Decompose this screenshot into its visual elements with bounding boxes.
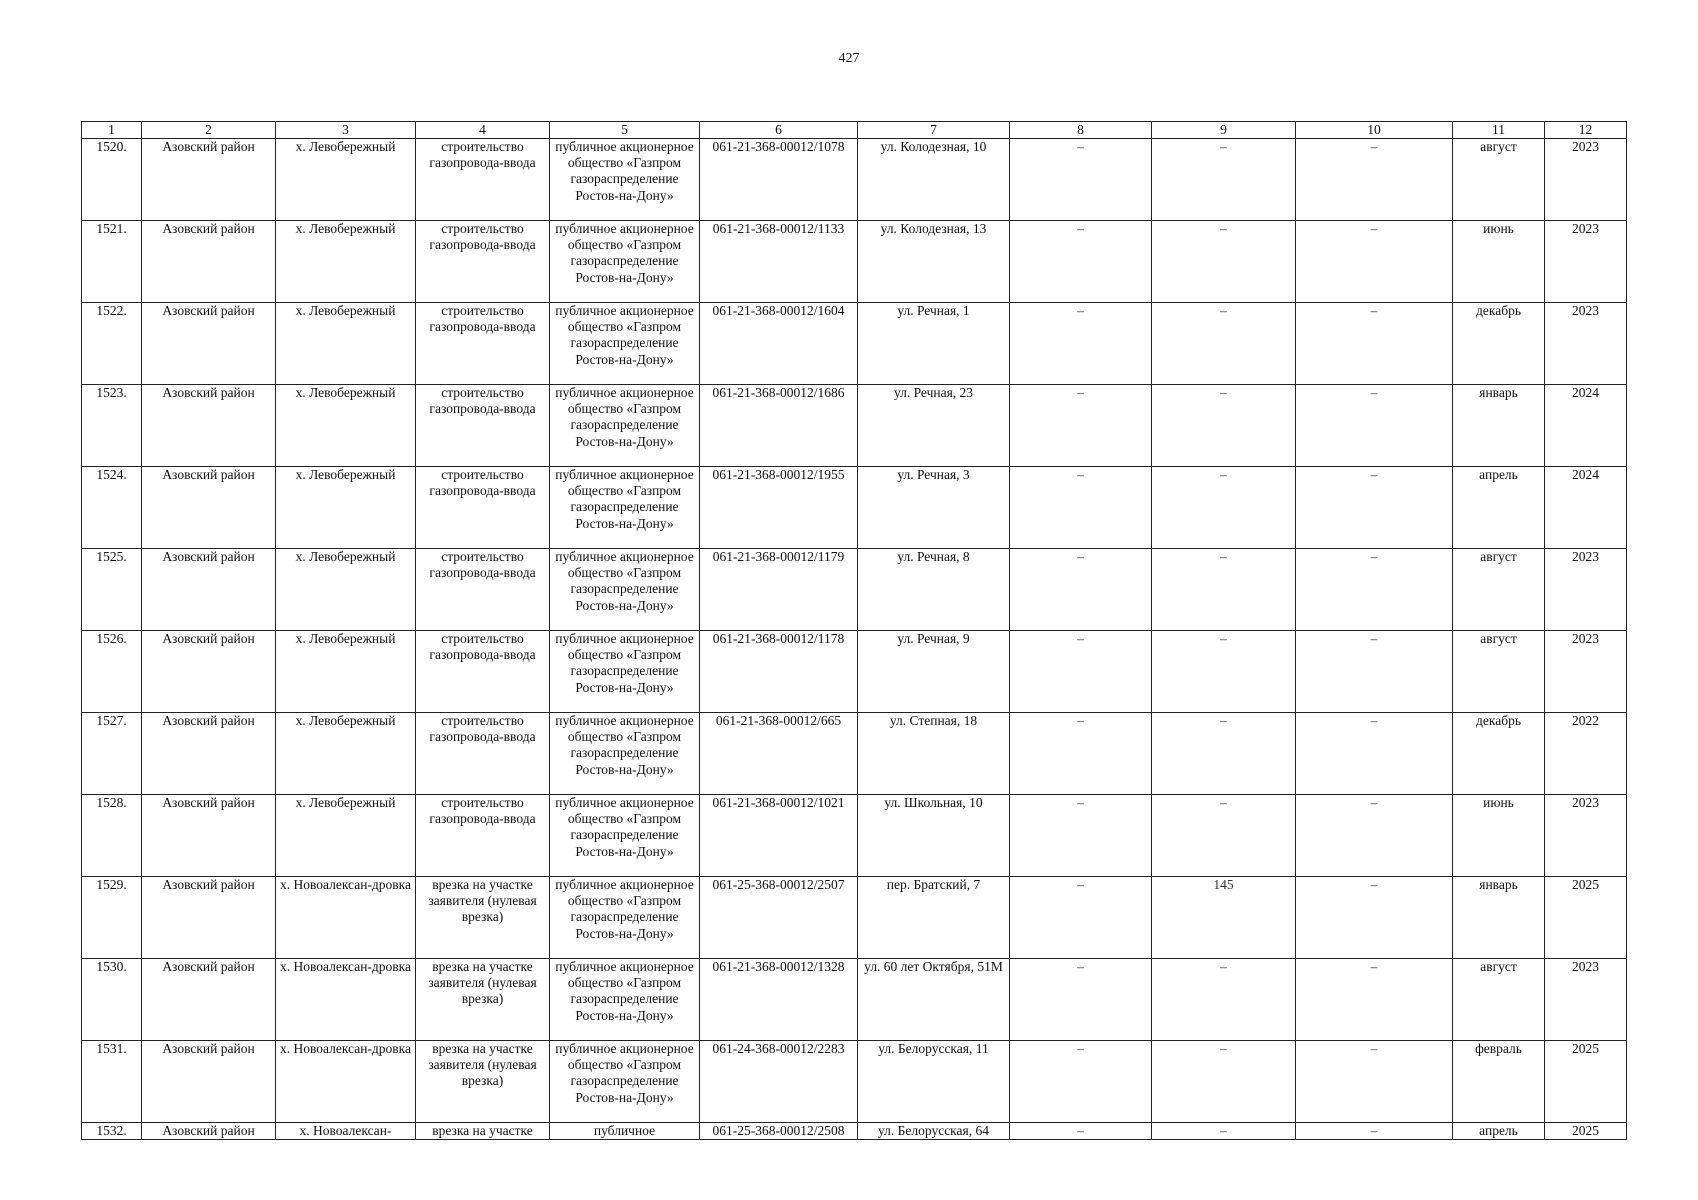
organization-cell: публичное акционерное общество «Газпром газораспределение Ростов-на-Дону»: [550, 221, 700, 303]
column-10-cell: –: [1296, 303, 1453, 385]
column-8-cell: –: [1010, 303, 1152, 385]
column-8-cell: –: [1010, 221, 1152, 303]
row-number: 1520.: [82, 139, 142, 221]
district-cell: Азовский район: [142, 631, 276, 713]
month-cell: август: [1453, 549, 1545, 631]
column-8-cell: –: [1010, 1123, 1152, 1140]
month-cell: декабрь: [1453, 303, 1545, 385]
settlement-cell: х. Левобережный: [276, 221, 416, 303]
row-number: 1528.: [82, 795, 142, 877]
column-header: 10: [1296, 122, 1453, 139]
organization-cell: публичное акционерное общество «Газпром газораспределение Ростов-на-Дону»: [550, 795, 700, 877]
column-8-cell: –: [1010, 713, 1152, 795]
column-header: 3: [276, 122, 416, 139]
column-8-cell: –: [1010, 1041, 1152, 1123]
address-cell: ул. Белорусская, 11: [858, 1041, 1010, 1123]
object-code-cell: 061-21-368-00012/1604: [700, 303, 858, 385]
object-code-cell: 061-25-368-00012/2507: [700, 877, 858, 959]
row-number: 1521.: [82, 221, 142, 303]
column-10-cell: –: [1296, 385, 1453, 467]
column-8-cell: –: [1010, 139, 1152, 221]
address-cell: ул. Колодезная, 10: [858, 139, 1010, 221]
month-cell: декабрь: [1453, 713, 1545, 795]
table-row: [82, 303, 1627, 385]
column-10-cell: –: [1296, 713, 1453, 795]
column-9-cell: –: [1152, 1041, 1296, 1123]
column-8-cell: –: [1010, 959, 1152, 1041]
year-cell: 2023: [1545, 221, 1627, 303]
organization-cell: публичное акционерное общество «Газпром газораспределение Ростов-на-Дону»: [550, 713, 700, 795]
column-9-cell: –: [1152, 959, 1296, 1041]
column-8-cell: –: [1010, 549, 1152, 631]
object-code-cell: 061-24-368-00012/2283: [700, 1041, 858, 1123]
page-number: 427: [838, 51, 860, 66]
column-10-cell: –: [1296, 795, 1453, 877]
row-number: 1527.: [82, 713, 142, 795]
column-header: 6: [700, 122, 858, 139]
work-type-cell: строительство газопровода-ввода: [416, 303, 550, 385]
object-code-cell: 061-21-368-00012/1955: [700, 467, 858, 549]
settlement-cell: х. Левобережный: [276, 549, 416, 631]
table-row: [82, 385, 1627, 467]
object-code-cell: 061-21-368-00012/1328: [700, 959, 858, 1041]
address-cell: ул. Речная, 1: [858, 303, 1010, 385]
settlement-cell: х. Новоалексан-дровка: [276, 877, 416, 959]
table-row: [82, 1041, 1627, 1123]
organization-cell: публичное акционерное общество «Газпром газораспределение Ростов-на-Дону»: [550, 549, 700, 631]
column-8-cell: –: [1010, 877, 1152, 959]
month-cell: июнь: [1453, 795, 1545, 877]
row-number: 1530.: [82, 959, 142, 1041]
district-cell: Азовский район: [142, 1123, 276, 1140]
district-cell: Азовский район: [142, 713, 276, 795]
row-number: 1531.: [82, 1041, 142, 1123]
organization-cell: публичное акционерное общество «Газпром газораспределение Ростов-на-Дону»: [550, 139, 700, 221]
column-10-cell: –: [1296, 631, 1453, 713]
column-8-cell: –: [1010, 467, 1152, 549]
month-cell: февраль: [1453, 1041, 1545, 1123]
column-9-cell: –: [1152, 139, 1296, 221]
table-row: [82, 795, 1627, 877]
row-number: 1525.: [82, 549, 142, 631]
district-cell: Азовский район: [142, 549, 276, 631]
column-8-cell: –: [1010, 795, 1152, 877]
object-code-cell: 061-21-368-00012/1686: [700, 385, 858, 467]
work-type-cell: врезка на участке заявителя (нулевая врезка): [416, 877, 550, 959]
row-number: 1523.: [82, 385, 142, 467]
address-cell: ул. Речная, 3: [858, 467, 1010, 549]
column-10-cell: –: [1296, 877, 1453, 959]
column-header: 4: [416, 122, 550, 139]
settlement-cell: х. Левобережный: [276, 467, 416, 549]
table-row: [82, 713, 1627, 795]
row-number: 1524.: [82, 467, 142, 549]
column-10-cell: –: [1296, 549, 1453, 631]
work-type-cell: врезка на участке: [416, 1123, 550, 1140]
table-row: [82, 631, 1627, 713]
table-row: [82, 959, 1627, 1041]
organization-cell: публичное акционерное общество «Газпром газораспределение Ростов-на-Дону»: [550, 467, 700, 549]
address-cell: пер. Братский, 7: [858, 877, 1010, 959]
settlement-cell: х. Новоалексан-дровка: [276, 1041, 416, 1123]
year-cell: 2023: [1545, 795, 1627, 877]
work-type-cell: строительство газопровода-ввода: [416, 385, 550, 467]
address-cell: ул. Речная, 8: [858, 549, 1010, 631]
year-cell: 2024: [1545, 385, 1627, 467]
column-header: 7: [858, 122, 1010, 139]
column-9-cell: –: [1152, 303, 1296, 385]
column-header: 8: [1010, 122, 1152, 139]
column-header: 1: [82, 122, 142, 139]
work-type-cell: врезка на участке заявителя (нулевая врезка): [416, 1041, 550, 1123]
object-code-cell: 061-25-368-00012/2508: [700, 1123, 858, 1140]
work-type-cell: строительство газопровода-ввода: [416, 549, 550, 631]
month-cell: июнь: [1453, 221, 1545, 303]
object-code-cell: 061-21-368-00012/665: [700, 713, 858, 795]
work-type-cell: строительство газопровода-ввода: [416, 795, 550, 877]
month-cell: август: [1453, 959, 1545, 1041]
district-cell: Азовский район: [142, 467, 276, 549]
column-header: 5: [550, 122, 700, 139]
register-body: [82, 139, 1627, 1140]
column-10-cell: –: [1296, 139, 1453, 221]
object-code-cell: 061-21-368-00012/1078: [700, 139, 858, 221]
table-row: [82, 549, 1627, 631]
column-9-cell: –: [1152, 631, 1296, 713]
column-9-cell: –: [1152, 713, 1296, 795]
address-cell: ул. Школьная, 10: [858, 795, 1010, 877]
object-code-cell: 061-21-368-00012/1133: [700, 221, 858, 303]
column-header: 2: [142, 122, 276, 139]
year-cell: 2025: [1545, 1123, 1627, 1140]
work-type-cell: строительство газопровода-ввода: [416, 467, 550, 549]
column-header: 12: [1545, 122, 1627, 139]
district-cell: Азовский район: [142, 795, 276, 877]
district-cell: Азовский район: [142, 877, 276, 959]
organization-cell: публичное акционерное общество «Газпром газораспределение Ростов-на-Дону»: [550, 1041, 700, 1123]
table-row: [82, 221, 1627, 303]
year-cell: 2023: [1545, 549, 1627, 631]
table-row: [82, 1123, 1627, 1140]
settlement-cell: х. Левобережный: [276, 631, 416, 713]
column-9-cell: –: [1152, 1123, 1296, 1140]
object-code-cell: 061-21-368-00012/1178: [700, 631, 858, 713]
month-cell: август: [1453, 139, 1545, 221]
organization-cell: публичное акционерное общество «Газпром газораспределение Ростов-на-Дону»: [550, 877, 700, 959]
column-9-cell: –: [1152, 795, 1296, 877]
row-number: 1529.: [82, 877, 142, 959]
year-cell: 2025: [1545, 1041, 1627, 1123]
row-number: 1522.: [82, 303, 142, 385]
register-table: [81, 121, 1627, 1140]
settlement-cell: х. Левобережный: [276, 385, 416, 467]
month-cell: август: [1453, 631, 1545, 713]
district-cell: Азовский район: [142, 221, 276, 303]
settlement-cell: х. Новоалексан-дровка: [276, 959, 416, 1041]
work-type-cell: строительство газопровода-ввода: [416, 139, 550, 221]
column-10-cell: –: [1296, 1041, 1453, 1123]
table-row: [82, 877, 1627, 959]
settlement-cell: х. Левобережный: [276, 795, 416, 877]
column-number-row: [82, 122, 1627, 139]
year-cell: 2024: [1545, 467, 1627, 549]
year-cell: 2023: [1545, 303, 1627, 385]
settlement-cell: х. Левобережный: [276, 713, 416, 795]
year-cell: 2022: [1545, 713, 1627, 795]
row-number: 1526.: [82, 631, 142, 713]
column-10-cell: –: [1296, 959, 1453, 1041]
work-type-cell: строительство газопровода-ввода: [416, 631, 550, 713]
column-10-cell: –: [1296, 1123, 1453, 1140]
district-cell: Азовский район: [142, 303, 276, 385]
column-10-cell: –: [1296, 467, 1453, 549]
table-row: [82, 139, 1627, 221]
month-cell: январь: [1453, 877, 1545, 959]
year-cell: 2023: [1545, 959, 1627, 1041]
month-cell: апрель: [1453, 467, 1545, 549]
column-9-cell: –: [1152, 467, 1296, 549]
work-type-cell: строительство газопровода-ввода: [416, 713, 550, 795]
object-code-cell: 061-21-368-00012/1179: [700, 549, 858, 631]
work-type-cell: врезка на участке заявителя (нулевая врезка): [416, 959, 550, 1041]
work-type-cell: строительство газопровода-ввода: [416, 221, 550, 303]
address-cell: ул. Речная, 23: [858, 385, 1010, 467]
year-cell: 2023: [1545, 631, 1627, 713]
district-cell: Азовский район: [142, 959, 276, 1041]
column-8-cell: –: [1010, 385, 1152, 467]
district-cell: Азовский район: [142, 385, 276, 467]
district-cell: Азовский район: [142, 139, 276, 221]
month-cell: апрель: [1453, 1123, 1545, 1140]
organization-cell: публичное акционерное общество «Газпром газораспределение Ростов-на-Дону»: [550, 631, 700, 713]
row-number: 1532.: [82, 1123, 142, 1140]
address-cell: ул. Белорусская, 64: [858, 1123, 1010, 1140]
column-9-cell: 145: [1152, 877, 1296, 959]
year-cell: 2023: [1545, 139, 1627, 221]
column-9-cell: –: [1152, 385, 1296, 467]
column-8-cell: –: [1010, 631, 1152, 713]
column-9-cell: –: [1152, 549, 1296, 631]
settlement-cell: х. Левобережный: [276, 303, 416, 385]
district-cell: Азовский район: [142, 1041, 276, 1123]
column-header: 9: [1152, 122, 1296, 139]
organization-cell: публичное акционерное общество «Газпром газораспределение Ростов-на-Дону»: [550, 385, 700, 467]
address-cell: ул. Степная, 18: [858, 713, 1010, 795]
settlement-cell: х. Левобережный: [276, 139, 416, 221]
month-cell: январь: [1453, 385, 1545, 467]
column-header: 11: [1453, 122, 1545, 139]
organization-cell: публичное акционерное общество «Газпром газораспределение Ростов-на-Дону»: [550, 959, 700, 1041]
object-code-cell: 061-21-368-00012/1021: [700, 795, 858, 877]
column-10-cell: –: [1296, 221, 1453, 303]
table-row: [82, 467, 1627, 549]
organization-cell: публичное акционерное общество «Газпром газораспределение Ростов-на-Дону»: [550, 303, 700, 385]
column-9-cell: –: [1152, 221, 1296, 303]
address-cell: ул. Колодезная, 13: [858, 221, 1010, 303]
year-cell: 2025: [1545, 877, 1627, 959]
address-cell: ул. Речная, 9: [858, 631, 1010, 713]
settlement-cell: х. Новоалексан-: [276, 1123, 416, 1140]
organization-cell: публичное: [550, 1123, 700, 1140]
address-cell: ул. 60 лет Октября, 51М: [858, 959, 1010, 1041]
